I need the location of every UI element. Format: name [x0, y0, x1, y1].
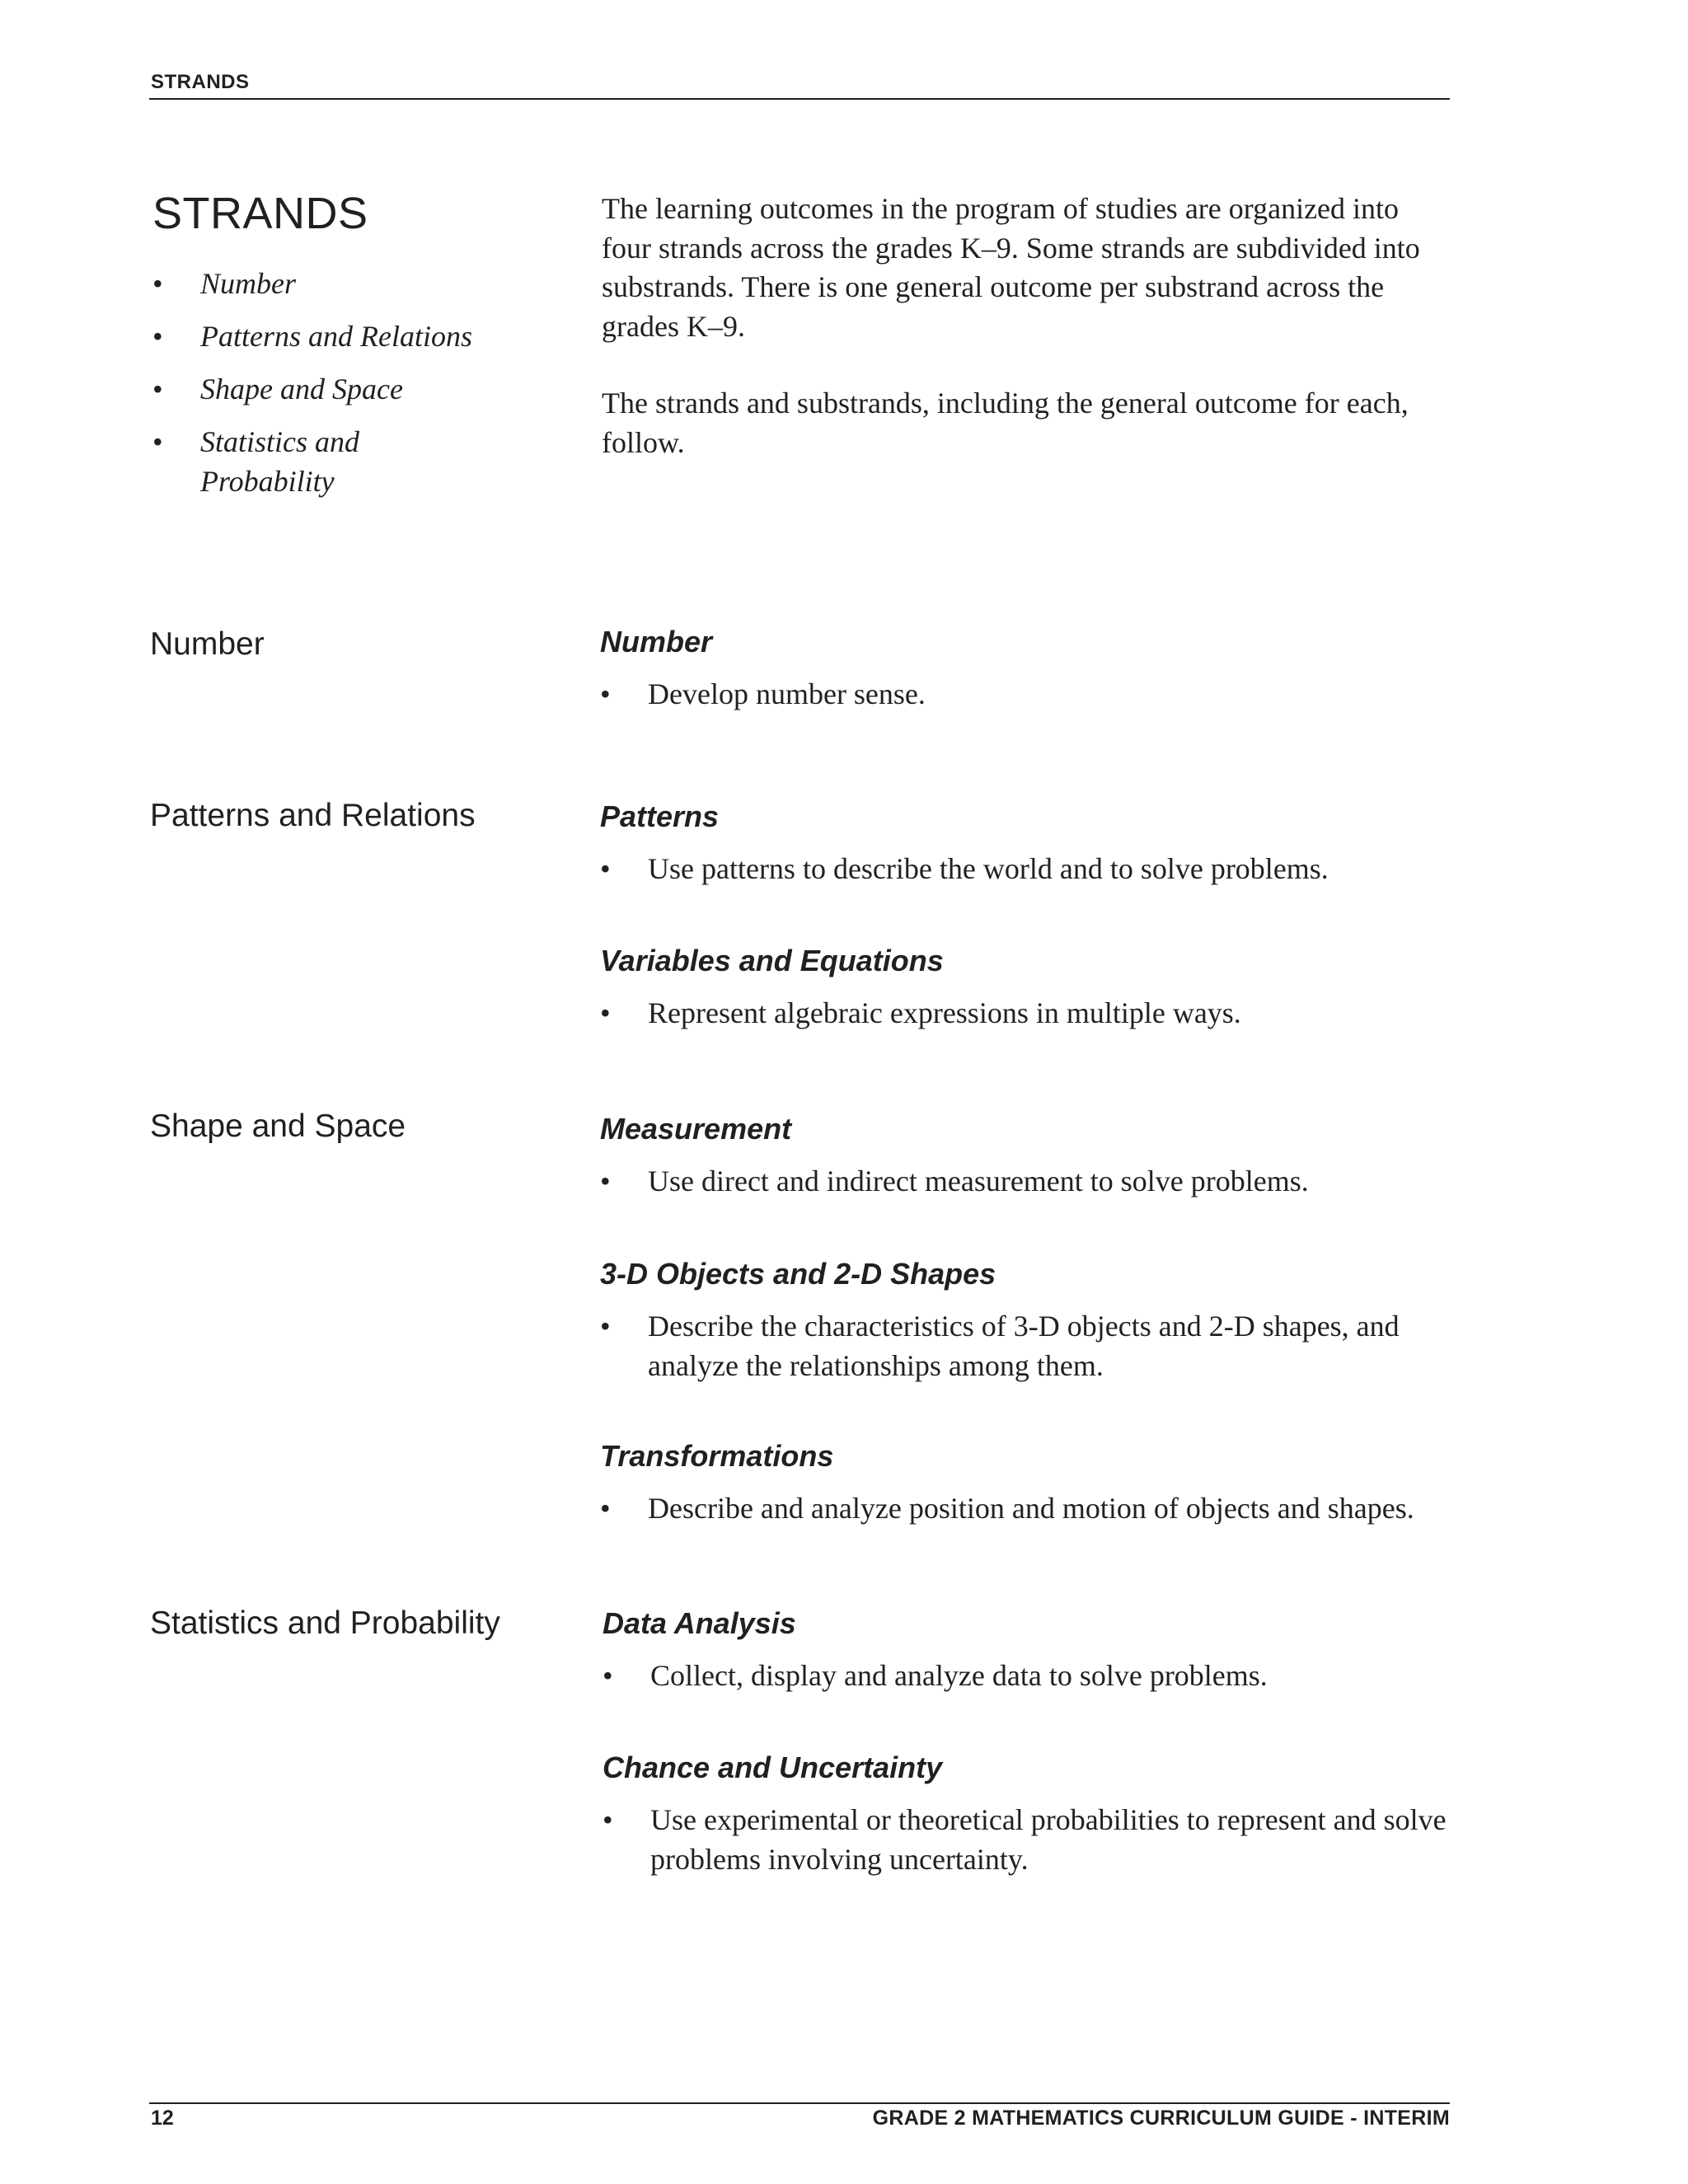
- strand-list-item: • Shape and Space: [152, 369, 499, 409]
- substrand-chance-and-uncertainty: [603, 1750, 1460, 1879]
- intro-paragraph: The learning outcomes in the program of studies are organized into four strands across the grades K–9. Some strands are subdivided into substrands. There is one general outcome per substrand across the grades K–9.: [602, 192, 1420, 343]
- header-rule: [149, 98, 1450, 100]
- general-outcome: • Use direct and indirect measurement to solve problems.: [600, 1162, 1457, 1202]
- substrand-title: Transformations: [600, 1439, 834, 1473]
- general-outcome: • Collect, display and analyze data to solve problems.: [603, 1657, 1460, 1696]
- general-outcome: • Develop number sense.: [600, 675, 1457, 715]
- strand-heading-shape-and-space: Shape and Space: [150, 1108, 406, 1144]
- general-outcome: • Use experimental or theoretical probabilities to represent and solve problems involving uncertainty.: [603, 1801, 1460, 1879]
- strand-list-item: • Statistics and Probability: [152, 422, 499, 501]
- page-number: 12: [151, 2107, 174, 2130]
- substrand-title: 3-D Objects and 2-D Shapes: [600, 1257, 996, 1291]
- intro-text: [602, 190, 1451, 500]
- substrand-number: [600, 624, 1457, 715]
- substrand-title: Number: [600, 625, 713, 658]
- substrand-measurement: [600, 1111, 1457, 1202]
- strand-heading-number: Number: [150, 626, 265, 662]
- strand-heading-patterns-and-relations: Patterns and Relations: [150, 798, 476, 833]
- general-outcome: • Describe the characteristics of 3-D objects and 2-D shapes, and analyze the relationships among them.: [600, 1307, 1457, 1385]
- strand-heading-statistics-and-probability: Statistics and Probability: [150, 1605, 500, 1641]
- substrand-title: Chance and Uncertainty: [603, 1750, 943, 1784]
- strand-list: [152, 264, 499, 514]
- substrand-title: Variables and Equations: [600, 944, 944, 977]
- general-outcome: • Describe and analyze position and motion of objects and shapes.: [600, 1489, 1457, 1529]
- substrand-title: Measurement: [600, 1112, 792, 1146]
- substrand-patterns: [600, 799, 1457, 889]
- substrand-variables-and-equations: [600, 943, 1457, 1033]
- substrand-3d-objects-and-2d-shapes: [600, 1256, 1457, 1385]
- footer-rule: [149, 2102, 1450, 2104]
- substrand-title: Patterns: [600, 799, 720, 833]
- strand-list-item: • Number: [152, 264, 499, 303]
- general-outcome: • Represent algebraic expressions in multiple ways.: [600, 994, 1457, 1033]
- intro-paragraph: The strands and substrands, including the general outcome for each, follow.: [602, 387, 1409, 459]
- running-header: STRANDS: [151, 71, 250, 93]
- page-title: STRANDS: [152, 189, 368, 238]
- strand-list-item: • Patterns and Relations: [152, 316, 499, 356]
- document-title: GRADE 2 MATHEMATICS CURRICULUM GUIDE - INTERIM: [872, 2107, 1450, 2130]
- substrand-data-analysis: [603, 1605, 1460, 1696]
- substrand-title: Data Analysis: [603, 1606, 796, 1640]
- substrand-transformations: [600, 1438, 1457, 1529]
- general-outcome: • Use patterns to describe the world and to solve problems.: [600, 850, 1457, 889]
